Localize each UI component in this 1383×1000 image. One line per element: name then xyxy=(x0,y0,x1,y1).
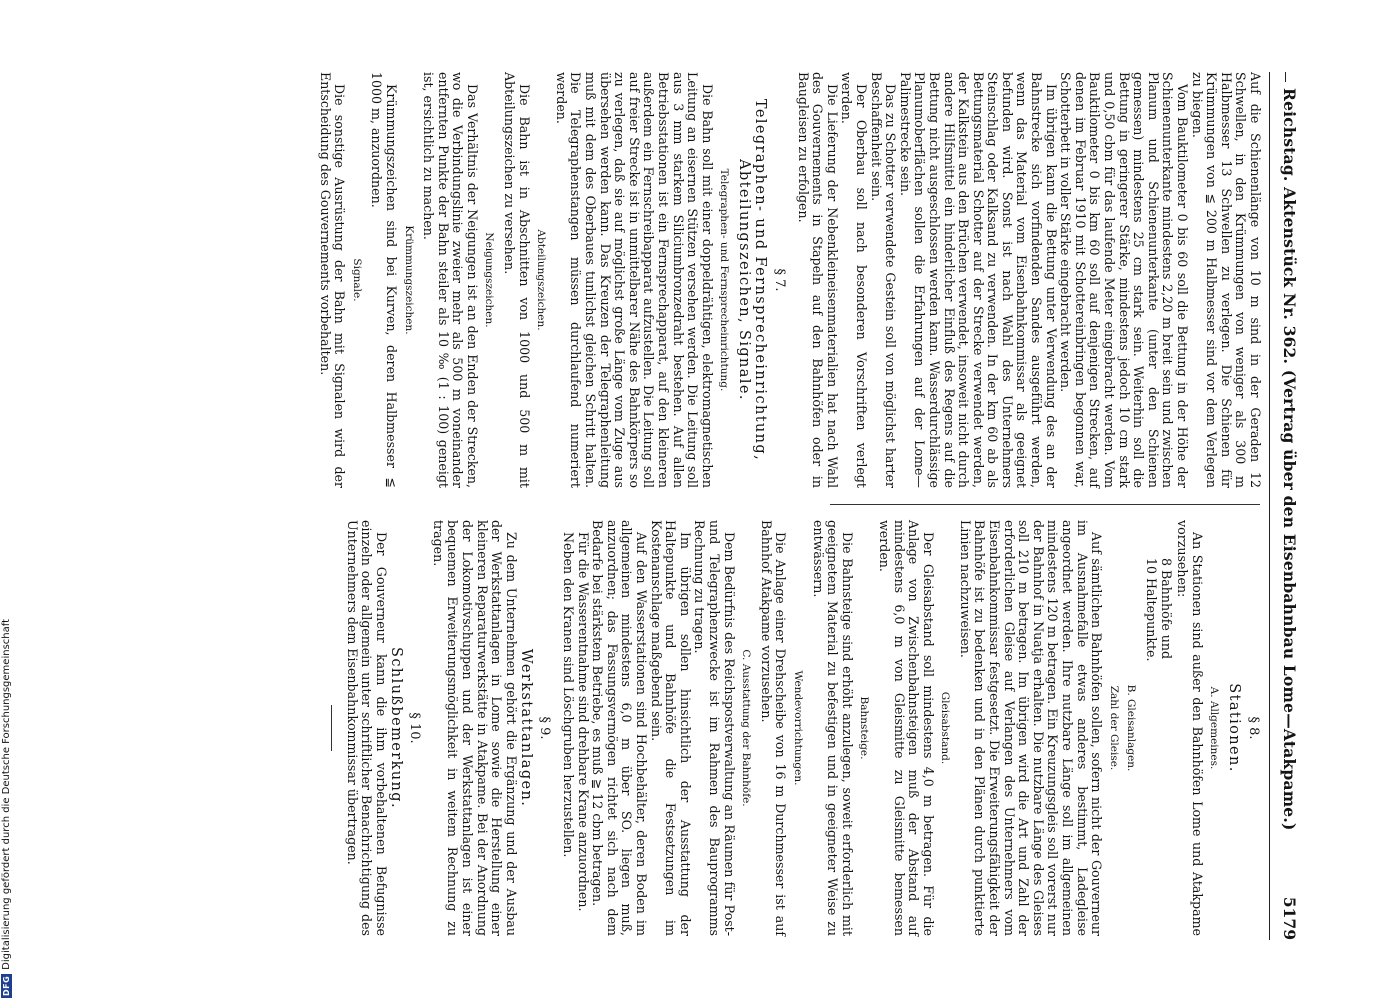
subheading: Gleisabstand. xyxy=(939,691,952,765)
paragraph: An Stationen sind außer den Bahnhöfen Lome und Atakpame vorzusehen: xyxy=(1175,520,1205,936)
subheading: Wendevorrichtungen. xyxy=(791,670,804,786)
subheading: Neigungszeichen. xyxy=(483,232,496,328)
paragraph: Auf den Wasserstationen sind Hochbehälter, deren Boden im allgemeinen mindestens 6,0 m über SO. liegen muß, anzuordnen; das Fassungsvermögen richtet sich nach dem Bedarfe bei stärkstem Betriebe, es muß ≧ 12 cbm betragen. xyxy=(590,520,650,936)
section-heading: Werkstattanlagen. xyxy=(517,648,534,808)
paragraph: Für die Wasserentnahme sind drehbare Krane anzuordnen. xyxy=(575,532,591,912)
subheading: Telegraphen- und Fernsprecheinrichtung. xyxy=(718,168,731,392)
subheading: Bahnsteige. xyxy=(858,696,871,760)
paragraph: Auf sämtlichen Bahnhöfen sollen, sofern nicht der Gouverneur im Ausnahmefalle etwas anderes bestimmt, Ladegleise angeordnet werden. Ihre nutzbare Länge soll im allgemeinen mindestens 120 m betragen. Ein Kreuzungsgleis soll vorerst nur der Bahnhof in Nuatja erhalten. Die nutzbare Länge des Gleises soll 210 m betragen. Im übrigen wird die Art und Zahl der erforderlichen Gleise auf Verlangen des Unternehmers vom Eisenbahnkommissar festgesetzt. Die Erweiterungsfähigkeit der Bahnhöfe ist zu bedenken und in den Plänen durch punktierte Linien nachzuweisen. xyxy=(957,520,1105,936)
section-number: § 9. xyxy=(537,716,553,740)
paragraph: Das zu Schotter verwendete Gestein soll von möglichst harter Beschaffenheit sein. xyxy=(868,72,899,488)
subheading: A. Allgemeines. xyxy=(1208,686,1221,770)
paragraph: Dem Bedürfnis des Reichspostverwaltung an Räumen für Post- und Telegraphenzwecke ist im Rahmen des Bauprogramms Rechnung zu tragen. xyxy=(692,520,737,936)
page-number: 5179 xyxy=(1280,896,1299,940)
list-item: 10 Haltepunkte. xyxy=(1144,558,1160,662)
end-rule xyxy=(331,705,332,751)
paragraph: Die Bahn soll mit einer doppeldrähtigen, elektromagnetischen Leitung an eisernen Stützen versehen werden. Die Leitung soll aus 3 mm starkem Siliciumbronzedraht bestehen. Auf allen Betriebsstationen ist ein Fernsprechapparat, auf den kleineren außerdem ein Fernschreibapparat aufzustellen. Die Leitung soll auf freier Strecke ist in unmittelbarer Nähe des Bahnkörpers so zu verlegen, daß sie auf möglichst große Länge vom Zuge aus übersehen werden kann. Das Kreuzen der Telegraphenleitung muß mit dem des Oberbaues tunlichst gleichen Schritt halten. Die Telegraphenstangen müssen durchlaufend numeriert werden. xyxy=(553,72,715,488)
paragraph: Der Gouverneur kann die ihm vorbehaltenen Befugnisse einzeln oder allgemein unter schriftlicher Benachrichtigung des Unternehmers dem Eisenbahnkommissar übertragen. xyxy=(344,520,389,936)
paragraph: Der Oberbau soll nach besonderen Vorschriften verlegt werden. xyxy=(839,72,869,488)
right-column xyxy=(331,520,1262,936)
section-heading: Stationen. xyxy=(1226,683,1243,773)
paragraph: Die Anlage einer Drehscheibe von 16 m Durchmesser ist auf Bahnhof Atakpame vorzusehen. xyxy=(758,520,789,936)
page-header xyxy=(1269,72,1300,940)
subheading: Signale. xyxy=(350,258,363,302)
header-rule xyxy=(1285,72,1286,82)
list-item: 8 Bahnhöfe und xyxy=(1158,558,1174,660)
left-column xyxy=(317,72,1262,488)
paragraph: Auf die Schienenlänge von 10 m sind in der Geraden 12 Schwellen, in den Krümmungen von weniger als 300 m Halbmesser 13 Schwellen zu verlegen. Die Schienen für Krümmungen von ≦ 200 m Halbmesser sind vor dem Verlegen zu biegen. xyxy=(1189,72,1263,488)
section-heading: Schlußbemerkung. xyxy=(387,647,404,809)
paragraph: Zu dem Unternehmen gehört die Ergänzung und der Ausbau der Werkstattanlagen in Lome sowie die Herstellung einer kleineren Reparaturwerkstätte in Atakpame. Bei der Anordnung der Lokomotivschuppen und der Werkstattanlagen ist einer bequemen Erweiterungsmöglichkeit in weitem Rechnung zu tragen. xyxy=(430,520,519,936)
paragraph: Die Bahn ist in Abschnitten von 1000 und 500 m mit Abteilungszeichen zu versehen. xyxy=(502,72,532,488)
section-heading: Abteilungszeichen, Signale. xyxy=(736,159,753,401)
paragraph: Die sonstige Ausrüstung der Bahn mit Signalen wird der Entscheidung des Gouvernements vorbehalten. xyxy=(317,72,348,488)
running-head: Reichstag. Aktenstück Nr. 362. (Vertrag über den Eisenbahnbau Lome—Atakpame.) xyxy=(1280,88,1299,831)
subheading: Zahl der Gleise. xyxy=(1107,685,1120,771)
subheading: B. Gleisanlagen. xyxy=(1125,684,1138,772)
subheading: Abteilungszeichen. xyxy=(535,229,548,331)
paragraph: Vom Bauktilometer 0 bis 60 soll die Bettung in der Höhe der Schienenunterkante mindestens 2,20 m breit sein und zwischen Planum und Schienenunterkante (unter den Schienen gemessen) mindestens 25 cm stark sein. Weiterhin soll die Bettung in geringerer Stärke, mindestens jedoch 10 cm stark und 0,50 cbm für das laufende Meter eingebracht werden. Vom Bauktilometer 0 bis km 60 soll auf denjenigen Strecken, auf denen im Februar 1910 mit Schottereinbringen begonnen war, Schotterbett in voller Stärke eingebracht werden. xyxy=(1058,72,1191,488)
document-page xyxy=(80,72,1300,940)
section-number: § 8. xyxy=(1246,716,1261,740)
paragraph: Im übrigen kann die Bettung unter Verwendung des an der Bahnstrecke sich vorfindenden Sandes ausgeführt werden, wenn das Material vom Eisenbahnkommissar als geeignet befunden wird. Sonst ist nach Wahl des Unternehmers Steinschlag oder Kalksand zu verwenden. In der km 60 ab als Bettungsmaterial Schotter auf der Strecke verwendet werden, der Kalkstein aus den Brüchen verwendet, insoweit nicht durch andere Hilfsmittel ein hinderlicher Einfluß des Regens auf die Bettung nicht ausgeschlossen werden kann. Wasserdurchlässige Planumoberflächen sollen die Erfahrungen auf der Lome—Palimestrecke sein. xyxy=(897,72,1059,488)
paragraph: Neben den Kranen sind Löschgruben herzustellen. xyxy=(561,532,577,858)
paragraph: Krümmungszeichen sind bei Kurven, deren Halbmesser ≦ 1000 m, anzuordnen. xyxy=(369,72,399,488)
paragraph: Das Verhältnis der Neigungen ist an den Enden der Strecken, wo die Verbindungslinie zweier mehr als 500 m voneinander entfernten Punkte der Bahn steiler als 10 ‰ (1 : 100) geneigt ist, ersichtlich zu machen. xyxy=(421,72,480,488)
paragraph: Im übrigen sollen hinsichtlich der Ausstattung der Haltepunkte und Bahnhöfe die Festsetzungen im Kostenanschlage maßgebend sein. xyxy=(648,520,693,936)
paragraph: Die Lieferung der Nebenkleineisenmaterialien hat nach Wahl des Gouvernements in Stapeln auf den Bahnhöfen oder in Baugleisen zu erfolgen. xyxy=(795,72,840,488)
dfg-logo: DFG xyxy=(2,975,11,996)
section-heading: Telegraphen- und Fernsprecheinrichtung, xyxy=(752,98,769,462)
station-list xyxy=(1143,558,1172,936)
digitization-note xyxy=(1,619,12,998)
digitization-credit: Digitalisierung gefördert durch die Deutsche Forschungsgemeinschaft xyxy=(1,618,12,970)
paragraph: Der Gleisabstand soll mindestens 4,0 m betragen. Für die Anlage von Zwischenbahnsteigen muß der Abstand auf mindestens 6,0 m von Gleismitte zu Gleismitte bemessen werden. xyxy=(876,520,936,936)
column-divider xyxy=(830,504,1260,505)
subheading: C. Ausstattung der Bahnhöfe. xyxy=(740,649,753,807)
paragraph: Die Bahnsteige sind erhöht anzulegen, soweit erforderlich mit geeignetem Material zu befestigen und in geeigneter Weise zu entwässern. xyxy=(810,520,855,936)
section-number: § 7. xyxy=(772,268,787,292)
subheading: Krümmungszeichen. xyxy=(402,225,415,335)
section-number: § 10. xyxy=(407,712,423,744)
